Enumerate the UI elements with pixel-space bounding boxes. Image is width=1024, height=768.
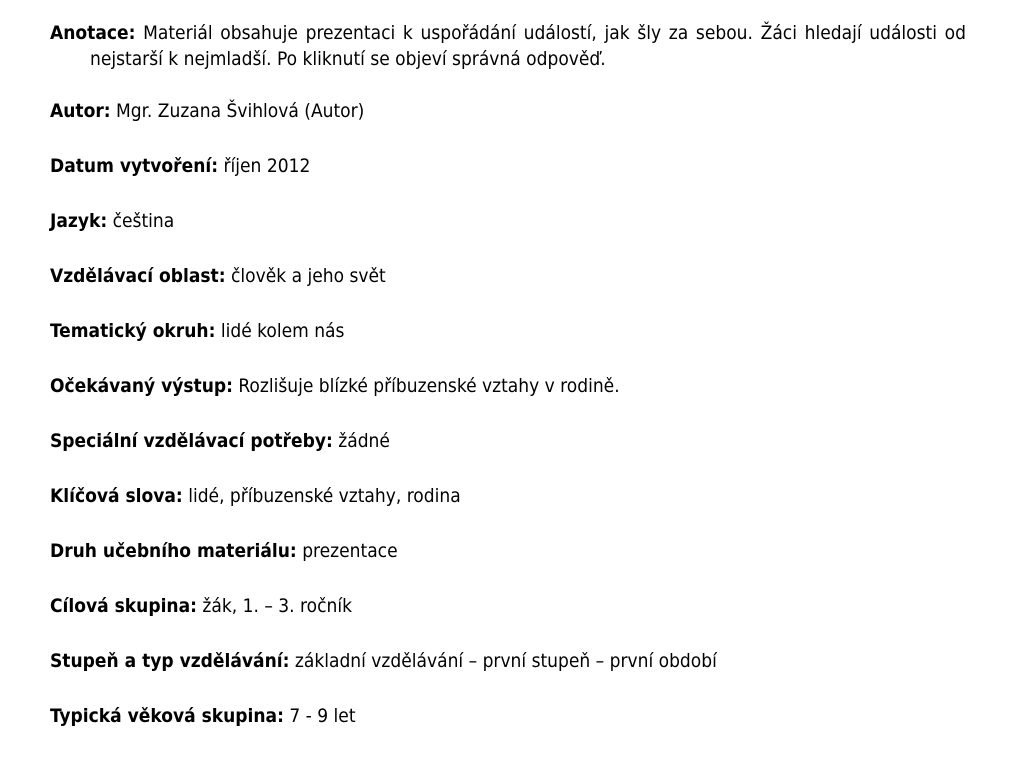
language-label: Jazyk: <box>50 210 108 232</box>
education-level-entry <box>50 648 966 674</box>
material-type-label: Druh učebního materiálu: <box>50 540 297 562</box>
thematic-area-value: lidé kolem nás <box>220 320 345 342</box>
expected-outcome-label: Očekávaný výstup: <box>50 375 233 397</box>
material-type-value: prezentace <box>302 540 398 562</box>
author-label: Autor: <box>50 100 111 122</box>
language-value: čeština <box>112 210 175 232</box>
author-entry <box>50 98 966 124</box>
annotation-label: Anotace: <box>50 22 136 44</box>
keywords-label: Klíčová slova: <box>50 485 183 507</box>
material-type-entry <box>50 538 966 564</box>
education-area-label: Vzdělávací oblast: <box>50 265 226 287</box>
special-needs-label: Speciální vzdělávací potřeby: <box>50 430 333 452</box>
keywords-value: lidé, příbuzenské vztahy, rodina <box>188 485 461 507</box>
annotation-entry <box>50 20 966 72</box>
expected-outcome-entry <box>50 373 966 399</box>
language-entry <box>50 208 966 234</box>
age-group-label: Typická věková skupina: <box>50 705 284 727</box>
education-area-value: člověk a jeho svět <box>231 265 386 287</box>
annotation-value: Materiál obsahuje prezentaci k uspořádání událostí, jak šly za sebou. Žáci hledají události od nejstarší k nejmladší. Po kliknutí se objeví správná odpověď. <box>90 22 966 70</box>
education-level-label: Stupeň a typ vzdělávání: <box>50 650 290 672</box>
keywords-entry <box>50 483 966 509</box>
created-date-entry <box>50 153 966 179</box>
special-needs-entry <box>50 428 966 454</box>
thematic-area-label: Tematický okruh: <box>50 320 216 342</box>
target-group-entry <box>50 593 966 619</box>
author-value: Mgr. Zuzana Švihlová (Autor) <box>116 100 365 122</box>
metadata-slide <box>50 20 966 758</box>
age-group-entry <box>50 703 966 729</box>
thematic-area-entry <box>50 318 966 344</box>
created-date-label: Datum vytvoření: <box>50 155 219 177</box>
special-needs-value: žádné <box>338 430 390 452</box>
target-group-label: Cílová skupina: <box>50 595 197 617</box>
education-level-value: základní vzdělávání – první stupeň – první období <box>294 650 717 672</box>
age-group-value: 7 - 9 let <box>289 705 356 727</box>
education-area-entry <box>50 263 966 289</box>
created-date-value: říjen 2012 <box>223 155 311 177</box>
expected-outcome-value: Rozlišuje blízké příbuzenské vztahy v rodině. <box>238 375 620 397</box>
target-group-value: žák, 1. – 3. ročník <box>202 595 352 617</box>
